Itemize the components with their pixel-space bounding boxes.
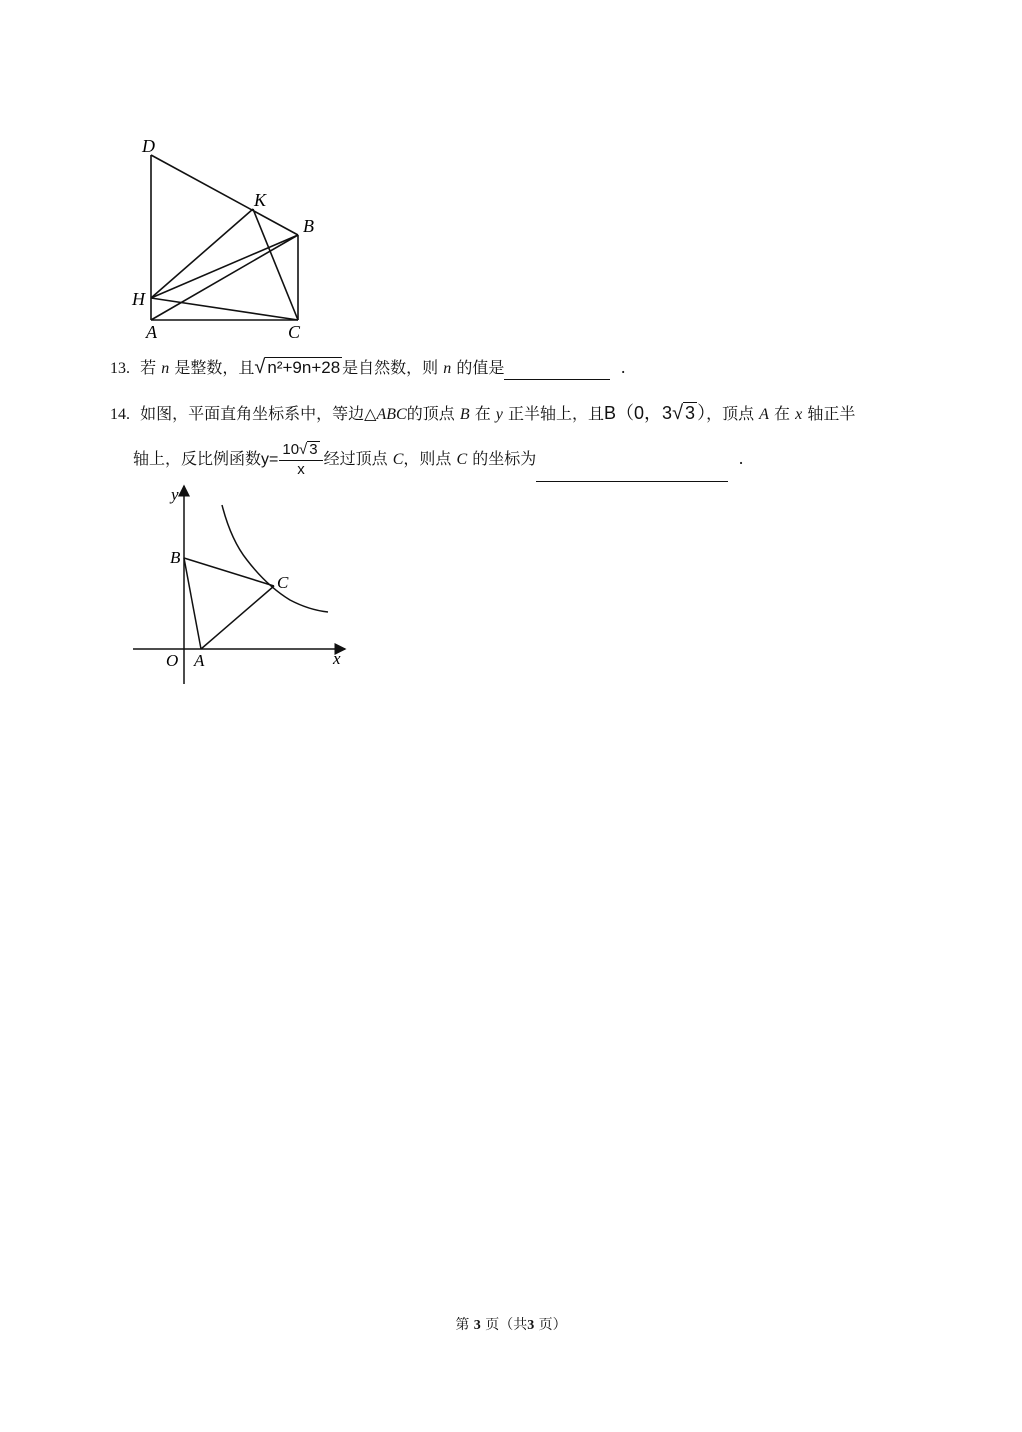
- q14-axis-y: y: [495, 406, 503, 423]
- q14-line2-text-1: 轴上，反比例函数: [133, 449, 262, 468]
- label-D: D: [142, 136, 155, 156]
- q14-end: .: [738, 449, 744, 468]
- q14-func-num-coef: 10: [282, 441, 300, 458]
- q14-coord-suffix: ）: [697, 403, 707, 423]
- label-B: B: [303, 216, 314, 236]
- label-A: A: [194, 651, 205, 670]
- label-O: O: [166, 651, 179, 670]
- footer-page-number: 3: [473, 1318, 481, 1333]
- q13-text-3: 是自然数，则: [342, 358, 439, 377]
- q14-triangle-abc: ABC: [376, 406, 407, 423]
- radical-sign-icon: √: [254, 356, 266, 378]
- q14-line2-text-3: ，则点: [403, 449, 452, 468]
- segment-HK: [151, 209, 253, 298]
- label-K: K: [254, 190, 267, 210]
- label-C: C: [277, 573, 289, 592]
- segment-BA: [184, 558, 201, 649]
- q14-func-num-rad: 3: [309, 441, 318, 458]
- q14-answer-blank[interactable]: [536, 437, 728, 482]
- segment-BC: [184, 558, 274, 586]
- question-14-line-2: [133, 437, 744, 482]
- segment-DB: [151, 155, 298, 235]
- label-x: x: [333, 649, 341, 668]
- label-C: C: [288, 322, 301, 342]
- q13-answer-blank[interactable]: [504, 357, 610, 380]
- q13-radicand: n²+9n+28: [267, 358, 341, 377]
- figure-coordinate-plane: [125, 478, 355, 688]
- q14-func-lhs: y=: [261, 451, 279, 468]
- label-H: H: [132, 289, 145, 309]
- radical-sign-icon: √: [299, 441, 308, 458]
- segment-KC: [253, 209, 298, 320]
- q14-coord-rad: 3: [685, 403, 696, 423]
- q14-text-6: 在: [774, 404, 791, 423]
- radical-sign-icon: √: [672, 402, 684, 424]
- segment-AC: [201, 586, 274, 649]
- q14-func-fraction: [279, 440, 322, 479]
- q14-func-den: x: [297, 461, 305, 478]
- q14-text-7: 轴正半: [807, 404, 856, 423]
- q13-text-4: 的值是: [456, 358, 505, 377]
- q13-text-1: 若: [140, 358, 157, 377]
- q14-coord-coef: 3: [662, 403, 673, 423]
- q14-text-5: ，顶点: [706, 404, 755, 423]
- q14-point-b: B: [459, 406, 470, 423]
- q14-axis-x: x: [795, 406, 803, 423]
- segment-AB: [151, 235, 298, 320]
- q14-point-c-2: C: [456, 451, 468, 468]
- question-13: [110, 356, 626, 380]
- label-B: B: [170, 548, 181, 567]
- q13-end: .: [620, 358, 626, 377]
- label-A: A: [146, 322, 157, 342]
- footer-prefix: 第: [455, 1317, 470, 1333]
- q14-text-4: 正半轴上，且: [508, 404, 605, 423]
- q14-coord-prefix: B（0，: [604, 403, 663, 423]
- q14-text-3: 在: [474, 404, 491, 423]
- q14-line2-text-4: 的坐标为: [472, 449, 537, 468]
- page-footer: [0, 1315, 1022, 1336]
- q14-point-a: A: [759, 406, 769, 423]
- q13-text-2: 是整数，且: [174, 358, 255, 377]
- figure-quadrilateral: [120, 125, 330, 350]
- segment-HC: [151, 298, 298, 320]
- q13-var-n: n: [161, 360, 170, 377]
- label-y: y: [171, 485, 179, 504]
- question-14-line-1: [110, 402, 855, 426]
- footer-total-pages: 3: [527, 1318, 535, 1333]
- q14-number: 14.: [110, 406, 130, 423]
- q14-text-2: 的顶点: [406, 404, 455, 423]
- footer-suffix: 页）: [538, 1317, 567, 1333]
- hyperbola-curve: [222, 505, 328, 612]
- q13-var-n-2: n: [443, 360, 452, 377]
- q14-text-1: 如图，平面直角坐标系中，等边△: [140, 404, 377, 423]
- footer-mid: 页（共: [485, 1317, 528, 1333]
- q13-number: 13.: [110, 360, 130, 377]
- q14-point-c: C: [392, 451, 404, 468]
- q14-line2-text-2: 经过顶点: [323, 449, 388, 468]
